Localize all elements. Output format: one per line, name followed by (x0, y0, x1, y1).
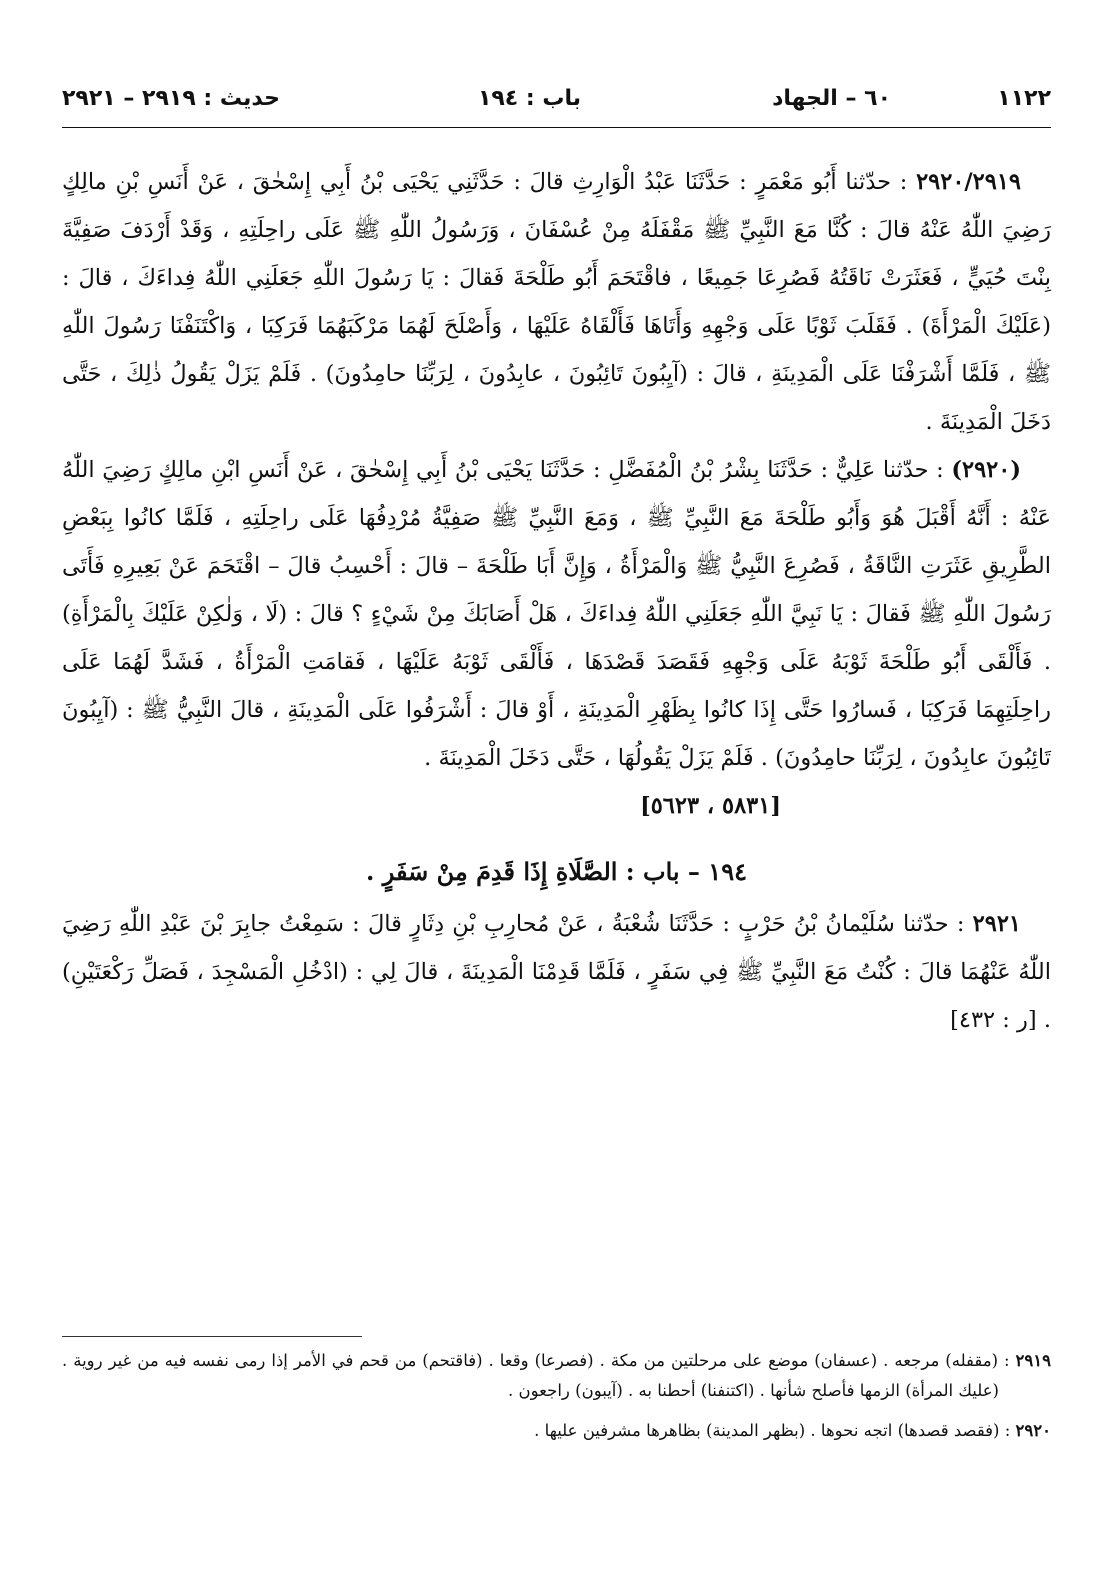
main-text (62, 158, 1051, 1044)
footnote-text: : (مقفله) مرجعه . (عسفان) موضع على مرحلتين من مكة . (فصرعا) وقعا . (فاقتحم) من قحم في الأمر إذا رمى نفسه فيه من غير روية . (عليك المرأة) الزمها فأصلح شأنها . (اكتنفنا) أحطنا به . (آيبون) راجعون . (62, 1351, 1010, 1400)
footnote-text: : (فقصد قصدها) اتجه نحوها . (بظهر المدينة) بظاهرها مشرفين عليها . (534, 1421, 1011, 1440)
footnotes (62, 1346, 1051, 1456)
chapter-heading: ١٩٤ – باب : الصَّلَاةِ إِذَا قَدِمَ مِنْ سَفَرٍ . (366, 857, 747, 886)
footnote (62, 1346, 1051, 1406)
page-number: ١١٢٢ (997, 86, 1051, 111)
hadith-range: حديث : ٢٩١٩ – ٢٩٢١ (62, 86, 280, 111)
hadith-number: (٢٩٢٠) (951, 457, 1022, 483)
hadith-number: ٢٩٢١ (972, 911, 1021, 937)
book-title: ٦٠ – الجهاد (772, 86, 891, 111)
hadith-text: : حدّثنا عَلِيٌّ : حَدَّثَنَا بِشْرُ بْنُ الْمُفَضَّلِ : حَدَّثَنَا يَحْيَى بْنُ أَبِي إِسْحٰقَ ، عَنْ أَنَسِ ابْنِ مالِكٍ رَضِيَ اللّٰهُ عَنْهُ : أَنَّهُ أَقْبَلَ هُوَ وَأَبُو طَلْحَةَ مَعَ النَّبِيِّ ﷺ ، وَمَعَ النَّبِيِّ ﷺ صَفِيَّةُ مُرْدِفُهَا عَلَى راحِلَتِهِ ، فَلَمَّا كانُوا بِبَعْضِ الطَّرِيقِ عَثَرَتِ النَّاقَةُ ، فَصُرِعَ النَّبِيُّ ﷺ وَالْمَرْأَةُ ، وَإِنَّ أَبَا طَلْحَةَ – قالَ : أَحْسِبُ قالَ – اقْتَحَمَ عَنْ بَعِيرِهِ فَأَتَى رَسُولَ اللّٰهِ ﷺ فَقالَ : يَا نَبِيَّ اللّٰهِ جَعَلَنِي اللّٰهُ فِداءَكَ ، هَلْ أَصَابَكَ مِنْ شَيْءٍ ؟ قالَ : (لَا ، وَلٰكِنْ عَلَيْكَ بِالْمَرْأَةِ) . فَأَلْقَى أَبُو طَلْحَةَ ثَوْبَهُ عَلَى وَجْهِهِ فَقَصَدَ قَصْدَهَا ، فَأَلْقَى ثَوْبَهُ عَلَيْهَا ، فَقامَتِ الْمَرْأَةُ ، فَشَدَّ لَهُمَا عَلَى راحِلَتِهِمَا فَرَكِبَا ، فَسارُوا حَتَّى إِذَا كانُوا بِظَهْرِ الْمَدِينَةِ ، أَوْ قالَ : أَشْرَفُوا عَلَى الْمَدِينَةِ ، قالَ النَّبِيُّ ﷺ : (آيِبُونَ تَائِبُونَ عابِدُونَ ، لِرَبِّنَا حامِدُونَ) . فَلَمْ يَزَلْ يَقُولُهَا ، حَتَّى دَخَلَ الْمَدِينَةَ . (62, 457, 1052, 771)
footnote-rule (62, 1336, 362, 1337)
footnote-number: ٢٩١٩ (1015, 1351, 1051, 1370)
hadith-2919 (62, 158, 1051, 446)
header-rule (62, 127, 1051, 128)
footnote (62, 1416, 1051, 1446)
footnote-number: ٢٩٢٠ (1015, 1421, 1051, 1440)
hadith-text: : حدّثنا سُلَيْمانُ بْنُ حَرْبٍ : حَدَّثَنَا شُعْبَةُ ، عَنْ مُحارِبِ بْنِ دِثَارٍ قالَ : سَمِعْتُ جابِرَ بْنَ عَبْدِ اللّٰهِ رَضِيَ اللّٰهُ عَنْهُمَا قالَ : كُنْتُ مَعَ النَّبِيِّ ﷺ فِي سَفَرٍ ، فَلَمَّا قَدِمْنَا الْمَدِينَةَ ، قالَ لِي : (ادْخُلِ الْمَسْجِدَ ، فَصَلِّ رَكْعَتَيْنِ) . [ر : ٤٣٢] (62, 911, 1051, 1033)
hadith-2920 (62, 446, 1051, 782)
chapter-label: باب : ١٩٤ (477, 86, 581, 111)
hadith-number: ٢٩٢٠/٢٩١٩ (916, 169, 1021, 195)
hadith-2921 (62, 900, 1051, 1044)
hadith-text: : حدّثنا أَبُو مَعْمَرٍ : حَدَّثَنَا عَبْدُ الْوَارِثِ قالَ : حَدَّثَنِي يَحْيَى بْنُ أَبِي إِسْحٰقَ ، عَنْ أَنَسِ بْنِ مالِكٍ رَضِيَ اللّٰهُ عَنْهُ قالَ : كُنَّا مَعَ النَّبِيِّ ﷺ مَقْفَلَهُ مِنْ عُسْفَانَ ، وَرَسُولُ اللّٰهِ ﷺ عَلَى راحِلَتِهِ ، وَقَدْ أَرْدَفَ صَفِيَّةَ بِنْتَ حُيَيٍّ ، فَعَثَرَتْ نَاقَتُهُ فَصُرِعَا جَمِيعًا ، فاقْتَحَمَ أَبُو طَلْحَةَ فَقالَ : يَا رَسُولَ اللّٰهِ جَعَلَنِي اللّٰهُ فِداءَكَ ، قالَ : (عَلَيْكَ الْمَرْأَةَ) . فَقَلَبَ ثَوْبًا عَلَى وَجْهِهِ وَأَتَاهَا فَأَلْقَاهُ عَلَيْهَا ، وَأَصْلَحَ لَهُمَا مَرْكَبَهُمَا فَرَكِبَا ، وَاكْتَنَفْنَا رَسُولَ اللّٰهِ ﷺ ، فَلَمَّا أَشْرَفْنَا عَلَى الْمَدِينَةِ ، قالَ : (آيِبُونَ تَائِبُونَ ، عابِدُونَ ، لِرَبِّنَا حامِدُونَ) . فَلَمْ يَزَلْ يَقُولُ ذٰلِكَ ، حَتَّى دَخَلَ الْمَدِينَةَ . (62, 169, 1051, 435)
running-header (62, 72, 1051, 116)
cross-references: [٥٨٣١ ، ٥٦٢٣] (640, 793, 781, 819)
